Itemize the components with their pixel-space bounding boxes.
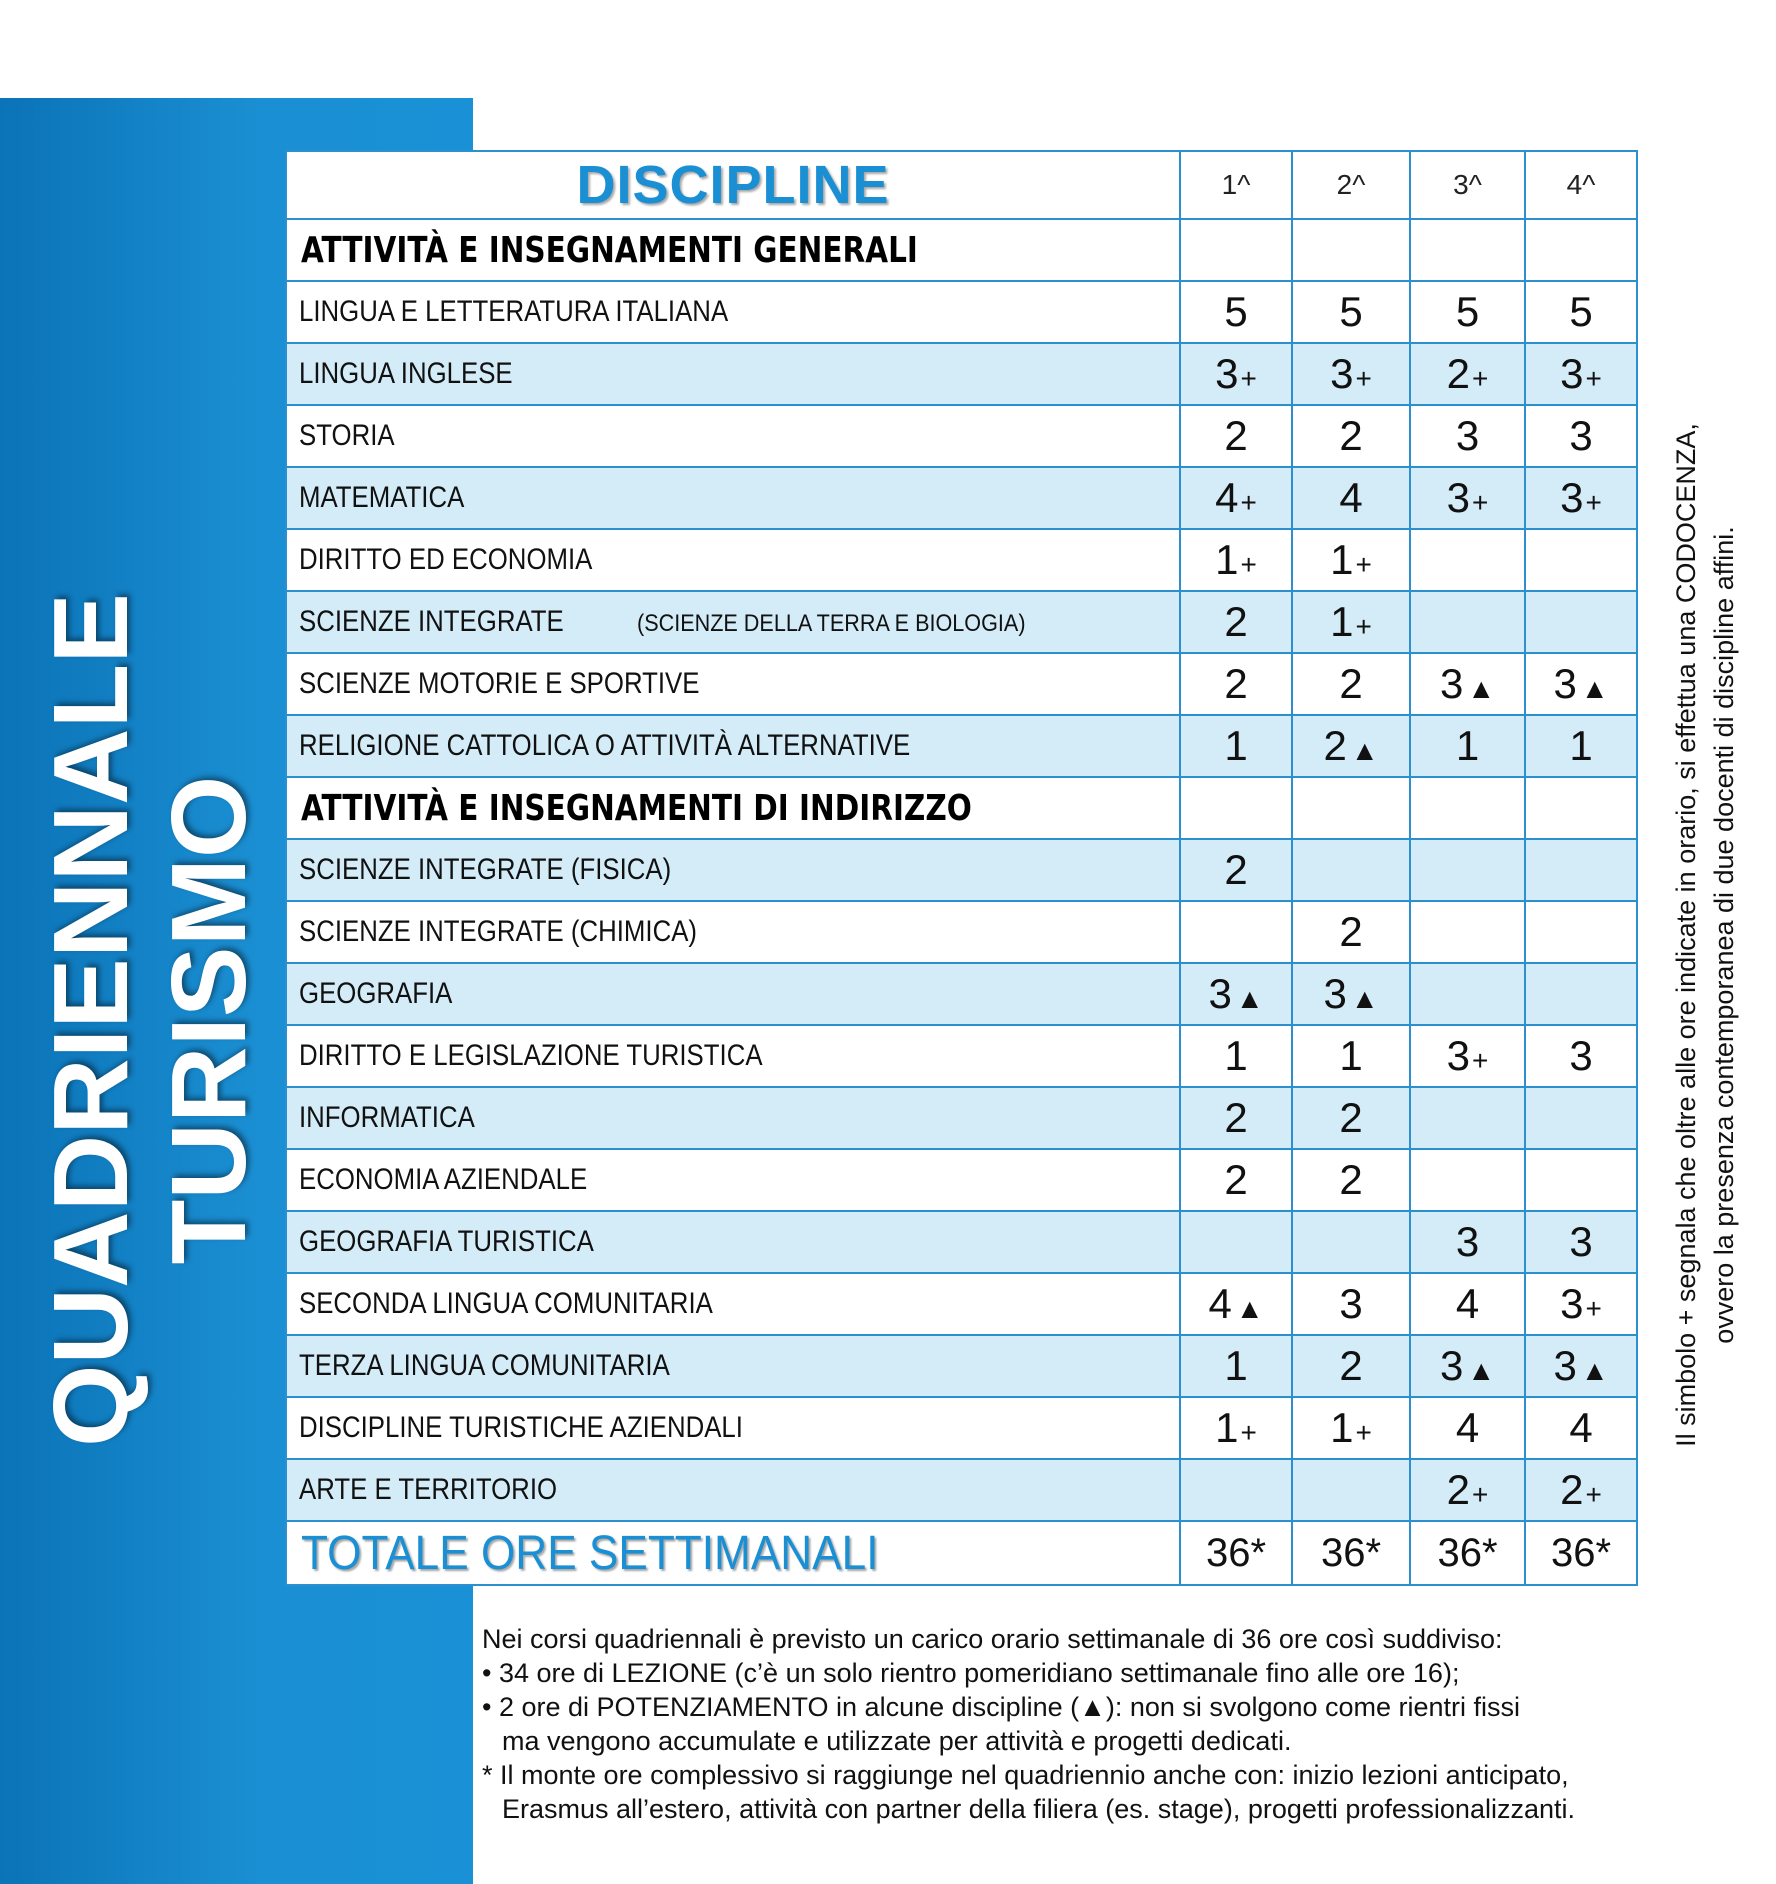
hours-cell xyxy=(1292,1149,1410,1211)
table-row xyxy=(286,1273,1637,1335)
hours-cell xyxy=(1180,1397,1292,1459)
course-title-line2: TURISMO xyxy=(150,775,268,1265)
hours-cell xyxy=(1180,281,1292,343)
subject-name xyxy=(286,839,1180,901)
potenziamento-mark: ▲ xyxy=(1580,1355,1609,1386)
year-header: 2^ xyxy=(1292,151,1410,219)
hours-cell xyxy=(1180,1149,1292,1211)
potenziamento-mark: ▲ xyxy=(1580,673,1609,704)
hours-cell xyxy=(1292,1335,1410,1397)
table-row xyxy=(286,281,1637,343)
total-label xyxy=(286,1521,1180,1585)
table-header-row xyxy=(286,151,1637,219)
hours-value: 2 xyxy=(1560,1466,1584,1513)
hours-cell xyxy=(1410,839,1525,901)
hours-cell xyxy=(1410,281,1525,343)
subject-label: SCIENZE INTEGRATE (FISICA) xyxy=(299,853,672,886)
subject-label: SECONDA LINGUA COMUNITARIA xyxy=(299,1287,713,1320)
hours-cell xyxy=(1180,1211,1292,1273)
hours-value: 3 xyxy=(1560,474,1584,521)
subject-label: GEOGRAFIA TURISTICA xyxy=(299,1225,594,1258)
footnote-line: Erasmus all’estero, attività con partner della filiera (es. stage), progetti professionalizzanti. xyxy=(502,1794,1575,1824)
hours-value: 2 xyxy=(1224,846,1248,893)
hours-cell xyxy=(1525,1149,1637,1211)
hours-cell xyxy=(1292,1025,1410,1087)
hours-cell xyxy=(1180,1335,1292,1397)
total-row xyxy=(286,1521,1637,1585)
hours-value: 2 xyxy=(1446,1466,1470,1513)
table-row xyxy=(286,715,1637,777)
table-row xyxy=(286,901,1637,963)
hours-value: 1 xyxy=(1569,722,1593,769)
empty-cell xyxy=(1525,219,1637,281)
hours-cell xyxy=(1410,1025,1525,1087)
hours-cell xyxy=(1292,1397,1410,1459)
hours-cell xyxy=(1292,467,1410,529)
hours-cell xyxy=(1180,529,1292,591)
table-row xyxy=(286,839,1637,901)
subject-label: GEOGRAFIA xyxy=(299,977,453,1010)
subject-name xyxy=(286,1087,1180,1149)
codocenza-mark: + xyxy=(1355,363,1372,394)
section-heading-text: ATTIVITÀ E INSEGNAMENTI GENERALI xyxy=(301,229,918,271)
hours-cell xyxy=(1180,1459,1292,1521)
subject-name xyxy=(286,1273,1180,1335)
hours-cell xyxy=(1525,839,1637,901)
subject-name xyxy=(286,901,1180,963)
hours-cell xyxy=(1525,529,1637,591)
subject-name xyxy=(286,1335,1180,1397)
total-hours: 36* xyxy=(1525,1521,1637,1585)
hours-cell xyxy=(1180,1273,1292,1335)
hours-cell xyxy=(1525,1087,1637,1149)
hours-value: 1 xyxy=(1330,598,1354,645)
subject-label: ARTE E TERRITORIO xyxy=(299,1473,558,1506)
hours-cell xyxy=(1525,715,1637,777)
codocenza-mark: + xyxy=(1240,1417,1257,1448)
hours-cell xyxy=(1525,963,1637,1025)
codocenza-mark: + xyxy=(1355,1417,1372,1448)
hours-cell xyxy=(1410,1149,1525,1211)
hours-cell xyxy=(1292,963,1410,1025)
hours-cell xyxy=(1410,529,1525,591)
subject-label: LINGUA INGLESE xyxy=(299,357,513,390)
subject-sublabel: (SCIENZE DELLA TERRA E BIOLOGIA) xyxy=(636,610,1026,637)
hours-cell xyxy=(1292,715,1410,777)
hours-cell xyxy=(1180,1025,1292,1087)
hours-value: 1 xyxy=(1215,1404,1239,1451)
hours-cell xyxy=(1525,901,1637,963)
hours-value: 4 xyxy=(1215,474,1239,521)
potenziamento-mark: ▲ xyxy=(1467,673,1496,704)
hours-value: 3 xyxy=(1446,474,1470,521)
codocenza-mark: + xyxy=(1240,363,1257,394)
subject-label: LINGUA E LETTERATURA ITALIANA xyxy=(299,295,729,328)
timetable xyxy=(285,150,1638,1586)
subject-label: DISCIPLINE TURISTICHE AZIENDALI xyxy=(299,1411,743,1444)
hours-cell xyxy=(1410,1211,1525,1273)
hours-value: 3 xyxy=(1439,660,1464,707)
codocenza-mark: + xyxy=(1472,487,1489,518)
hours-cell xyxy=(1525,281,1637,343)
hours-cell xyxy=(1525,467,1637,529)
hours-value: 3 xyxy=(1553,660,1577,707)
footnotes xyxy=(482,1622,1772,1826)
hours-value: 3 xyxy=(1560,350,1584,397)
subject-name xyxy=(286,715,1180,777)
codocenza-mark: + xyxy=(1355,611,1372,642)
hours-value: 3 xyxy=(1330,350,1354,397)
year-header: 3^ xyxy=(1410,151,1525,219)
hours-cell xyxy=(1410,715,1525,777)
hours-value: 2 xyxy=(1339,908,1363,955)
hours-cell xyxy=(1292,281,1410,343)
hours-value: 3 xyxy=(1323,970,1347,1017)
hours-value: 4 xyxy=(1208,1280,1232,1327)
hours-cell xyxy=(1525,1397,1637,1459)
hours-value: 3 xyxy=(1560,1280,1584,1327)
empty-cell xyxy=(1410,777,1525,839)
table-row xyxy=(286,529,1637,591)
hours-value: 3 xyxy=(1455,412,1480,459)
subject-label: INFORMATICA xyxy=(299,1101,475,1134)
codocenza-note xyxy=(1667,315,1743,1555)
subject-label: DIRITTO ED ECONOMIA xyxy=(299,543,593,576)
hours-cell xyxy=(1292,529,1410,591)
hours-value: 1 xyxy=(1224,1032,1248,1079)
hours-cell xyxy=(1180,405,1292,467)
codocenza-mark: + xyxy=(1355,549,1372,580)
total-hours: 36* xyxy=(1180,1521,1292,1585)
hours-value: 5 xyxy=(1224,288,1248,335)
hours-cell xyxy=(1525,1025,1637,1087)
table-row xyxy=(286,343,1637,405)
table-row xyxy=(286,1211,1637,1273)
subject-name xyxy=(286,529,1180,591)
section-row xyxy=(286,777,1637,839)
subject-label: TERZA LINGUA COMUNITARIA xyxy=(299,1349,670,1382)
hours-cell xyxy=(1525,1459,1637,1521)
hours-cell xyxy=(1410,405,1525,467)
subject-label: ECONOMIA AZIENDALE xyxy=(299,1163,588,1196)
table-row xyxy=(286,1149,1637,1211)
footnote-line: * Il monte ore complessivo si raggiunge nel quadriennio anche con: inizio lezioni anticipato, xyxy=(482,1760,1569,1790)
table-row xyxy=(286,1397,1637,1459)
subject-name xyxy=(286,963,1180,1025)
footnote-line: • 34 ore di LEZIONE (c’è un solo rientro pomeridiano settimanale fino alle ore 16); xyxy=(482,1658,1460,1688)
hours-value: 2 xyxy=(1339,660,1363,707)
codocenza-mark: + xyxy=(1472,1045,1489,1076)
subject-label: STORIA xyxy=(299,419,395,452)
codocenza-note-line1: Il simbolo + segnala che oltre alle ore indicate in orario, si effettua una CODOCENZA, xyxy=(1671,423,1701,1447)
hours-cell xyxy=(1410,591,1525,653)
codocenza-mark: + xyxy=(1240,487,1257,518)
hours-value: 3 xyxy=(1339,1280,1363,1327)
hours-value: 4 xyxy=(1455,1280,1480,1327)
table-row xyxy=(286,1459,1637,1521)
hours-cell xyxy=(1292,1459,1410,1521)
hours-cell xyxy=(1525,343,1637,405)
hours-value: 3 xyxy=(1569,1218,1593,1265)
hours-cell xyxy=(1180,1087,1292,1149)
subject-label: SCIENZE MOTORIE E SPORTIVE xyxy=(299,667,700,700)
hours-value: 1 xyxy=(1455,722,1480,769)
potenziamento-mark: ▲ xyxy=(1235,1293,1264,1324)
hours-cell xyxy=(1180,715,1292,777)
table-row xyxy=(286,1087,1637,1149)
hours-value: 1 xyxy=(1330,536,1354,583)
subject-label: MATEMATICA xyxy=(299,481,465,514)
codocenza-mark: + xyxy=(1472,363,1489,394)
hours-value: 1 xyxy=(1339,1032,1363,1079)
subject-label: RELIGIONE CATTOLICA O ATTIVITÀ ALTERNATIVE xyxy=(299,729,911,762)
footnote-line: ma vengono accumulate e utilizzate per attività e progetti dedicati. xyxy=(502,1726,1292,1756)
potenziamento-mark: ▲ xyxy=(1467,1355,1496,1386)
table-row xyxy=(286,591,1637,653)
hours-cell xyxy=(1410,1397,1525,1459)
section-heading xyxy=(286,219,1180,281)
potenziamento-mark: ▲ xyxy=(1350,735,1379,766)
hours-cell xyxy=(1292,1211,1410,1273)
hours-cell xyxy=(1180,591,1292,653)
table-row xyxy=(286,467,1637,529)
hours-value: 5 xyxy=(1339,288,1363,335)
subject-label: SCIENZE INTEGRATE xyxy=(299,605,564,638)
hours-value: 2 xyxy=(1323,722,1347,769)
hours-value: 5 xyxy=(1569,288,1593,335)
subject-name xyxy=(286,1397,1180,1459)
hours-cell xyxy=(1525,653,1637,715)
section-heading-text: ATTIVITÀ E INSEGNAMENTI DI INDIRIZZO xyxy=(301,787,972,829)
table-row xyxy=(286,653,1637,715)
table-row xyxy=(286,405,1637,467)
hours-cell xyxy=(1410,1087,1525,1149)
hours-cell xyxy=(1410,1273,1525,1335)
table-row xyxy=(286,1025,1637,1087)
subject-name xyxy=(286,1211,1180,1273)
total-label-text: TOTALE ORE SETTIMANALI xyxy=(301,1526,879,1580)
hours-cell xyxy=(1410,1459,1525,1521)
hours-cell xyxy=(1292,405,1410,467)
hours-cell xyxy=(1525,1211,1637,1273)
subject-name xyxy=(286,343,1180,405)
hours-cell xyxy=(1410,653,1525,715)
codocenza-mark: + xyxy=(1585,487,1602,518)
hours-value: 3 xyxy=(1569,412,1593,459)
year-header: 4^ xyxy=(1525,151,1637,219)
hours-cell xyxy=(1292,1273,1410,1335)
subject-name xyxy=(286,467,1180,529)
subject-label: DIRITTO E LEGISLAZIONE TURISTICA xyxy=(299,1039,763,1072)
total-hours: 36* xyxy=(1292,1521,1410,1585)
codocenza-mark: + xyxy=(1472,1479,1489,1510)
hours-cell xyxy=(1180,467,1292,529)
subject-name xyxy=(286,281,1180,343)
hours-value: 3 xyxy=(1215,350,1239,397)
hours-cell xyxy=(1292,1087,1410,1149)
hours-value: 3 xyxy=(1553,1342,1577,1389)
hours-cell xyxy=(1410,1335,1525,1397)
empty-cell xyxy=(1525,777,1637,839)
hours-cell xyxy=(1180,839,1292,901)
hours-value: 3 xyxy=(1208,970,1232,1017)
hours-cell xyxy=(1180,963,1292,1025)
potenziamento-mark: ▲ xyxy=(1235,983,1264,1014)
hours-cell xyxy=(1410,343,1525,405)
subject-name xyxy=(286,591,1180,653)
hours-cell xyxy=(1292,653,1410,715)
empty-cell xyxy=(1292,219,1410,281)
hours-value: 4 xyxy=(1569,1404,1593,1451)
footnote-line: Nei corsi quadriennali è previsto un carico orario settimanale di 36 ore così suddiviso: xyxy=(482,1624,1503,1654)
codocenza-mark: + xyxy=(1585,1479,1602,1510)
hours-value: 2 xyxy=(1446,350,1470,397)
course-title-line1: QUADRIENNALE xyxy=(32,593,150,1447)
subject-name xyxy=(286,1459,1180,1521)
codocenza-mark: + xyxy=(1240,549,1257,580)
subject-name xyxy=(286,653,1180,715)
hours-cell xyxy=(1180,901,1292,963)
potenziamento-mark: ▲ xyxy=(1350,983,1379,1014)
codocenza-note-line2: ovvero la presenza contemporanea di due docenti di discipline affini. xyxy=(1709,526,1739,1344)
hours-value: 2 xyxy=(1224,598,1248,645)
hours-value: 1 xyxy=(1330,1404,1354,1451)
hours-value: 2 xyxy=(1339,1156,1363,1203)
hours-value: 4 xyxy=(1455,1404,1480,1451)
course-title xyxy=(32,593,268,1447)
hours-value: 2 xyxy=(1224,1156,1248,1203)
hours-cell xyxy=(1410,901,1525,963)
empty-cell xyxy=(1410,219,1525,281)
hours-value: 1 xyxy=(1224,1342,1248,1389)
codocenza-mark: + xyxy=(1585,363,1602,394)
footnote-line: • 2 ore di POTENZIAMENTO in alcune discipline (▲): non si svolgono come rientri fissi xyxy=(482,1692,1521,1722)
hours-value: 2 xyxy=(1224,1094,1248,1141)
hours-cell xyxy=(1180,653,1292,715)
hours-cell xyxy=(1292,591,1410,653)
subject-name xyxy=(286,1149,1180,1211)
table-row xyxy=(286,1335,1637,1397)
total-hours: 36* xyxy=(1410,1521,1525,1585)
hours-value: 3 xyxy=(1455,1218,1480,1265)
disciplines-header: DISCIPLINE xyxy=(286,151,1180,219)
section-row xyxy=(286,219,1637,281)
hours-cell xyxy=(1292,343,1410,405)
hours-value: 2 xyxy=(1339,1342,1363,1389)
hours-cell xyxy=(1525,1335,1637,1397)
hours-value: 1 xyxy=(1215,536,1239,583)
hours-value: 5 xyxy=(1455,288,1480,335)
empty-cell xyxy=(1292,777,1410,839)
hours-cell xyxy=(1180,343,1292,405)
hours-cell xyxy=(1410,963,1525,1025)
hours-value: 2 xyxy=(1224,412,1248,459)
hours-cell xyxy=(1292,901,1410,963)
empty-cell xyxy=(1180,219,1292,281)
table-row xyxy=(286,963,1637,1025)
empty-cell xyxy=(1180,777,1292,839)
hours-value: 2 xyxy=(1339,412,1363,459)
hours-value: 4 xyxy=(1339,474,1363,521)
hours-value: 3 xyxy=(1569,1032,1593,1079)
hours-cell xyxy=(1525,1273,1637,1335)
hours-value: 2 xyxy=(1339,1094,1363,1141)
hours-cell xyxy=(1525,405,1637,467)
hours-value: 1 xyxy=(1224,722,1248,769)
hours-cell xyxy=(1292,839,1410,901)
section-heading xyxy=(286,777,1180,839)
year-header: 1^ xyxy=(1180,151,1292,219)
hours-cell xyxy=(1525,591,1637,653)
subject-label: SCIENZE INTEGRATE (CHIMICA) xyxy=(299,915,698,948)
subject-name xyxy=(286,1025,1180,1087)
subject-name xyxy=(286,405,1180,467)
hours-value: 2 xyxy=(1224,660,1248,707)
hours-value: 3 xyxy=(1439,1342,1464,1389)
codocenza-mark: + xyxy=(1585,1293,1602,1324)
hours-value: 3 xyxy=(1446,1032,1470,1079)
hours-cell xyxy=(1410,467,1525,529)
